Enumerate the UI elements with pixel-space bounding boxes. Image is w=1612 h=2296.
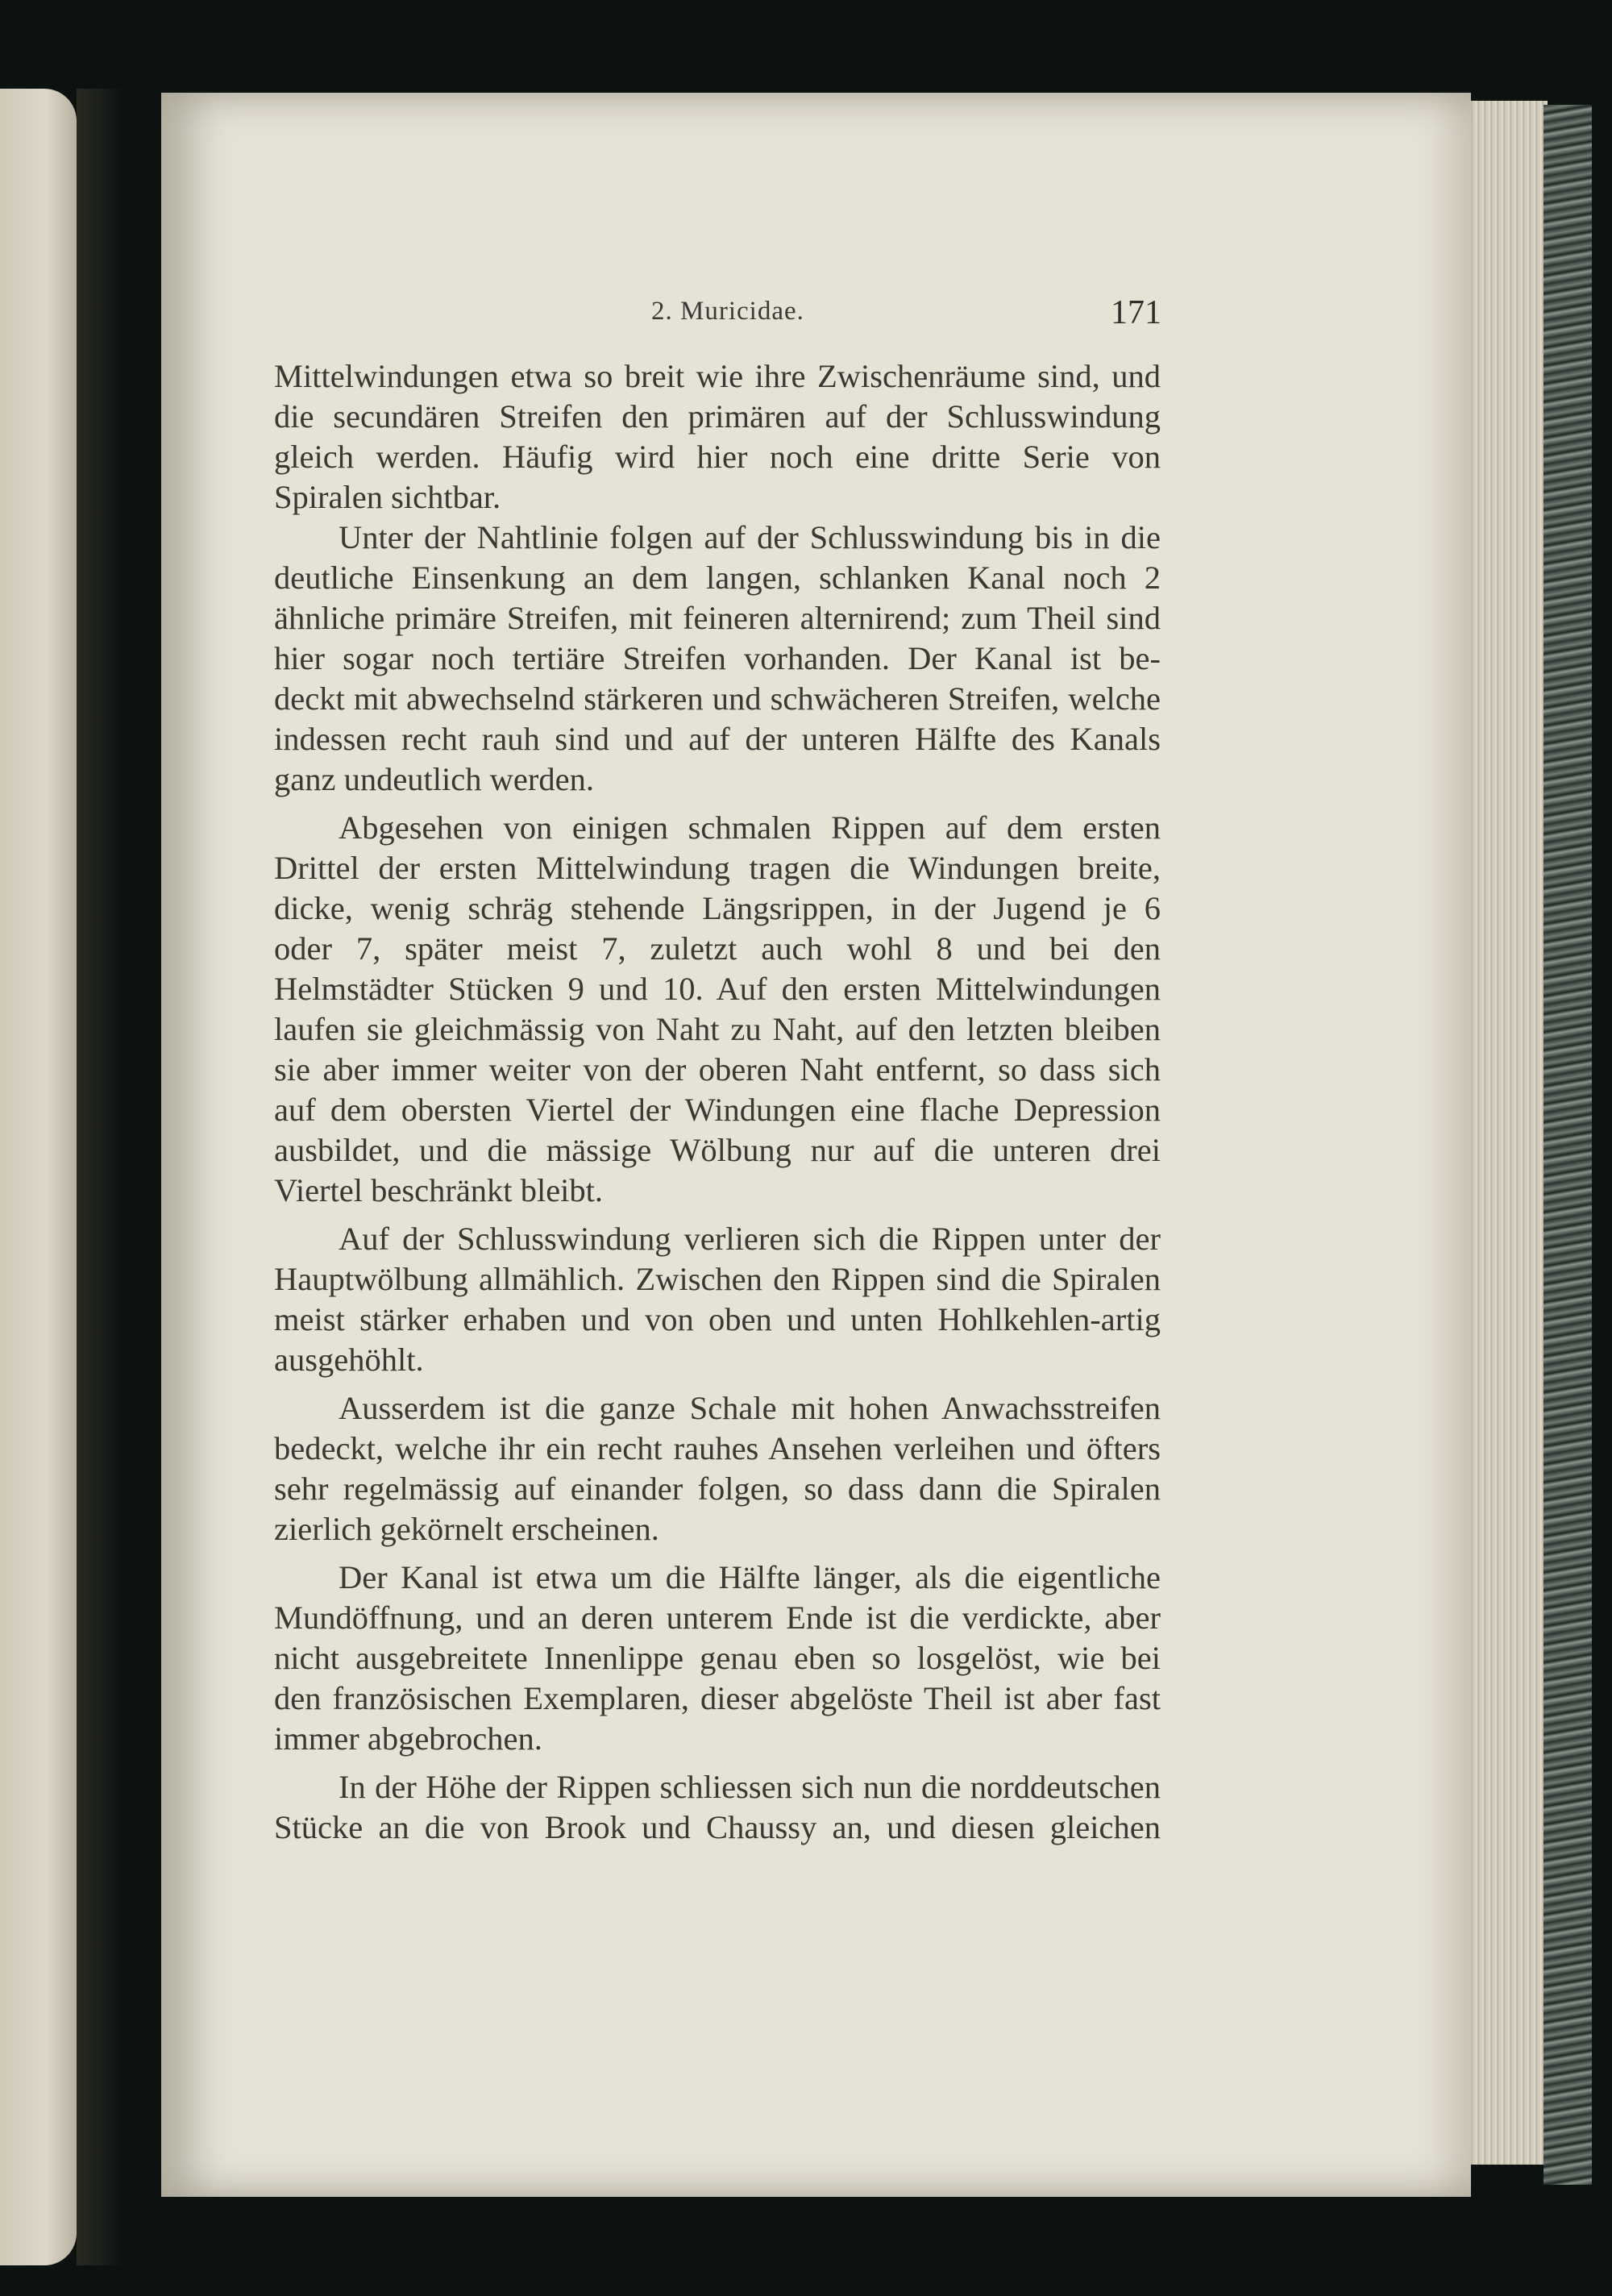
text-line: auf dem obersten Viertel der Windungen eine flache Depression	[274, 1092, 1161, 1128]
text-line: ausgehöhlt.	[274, 1341, 424, 1378]
text-line: indessen recht rauh sind und auf der unteren Hälfte des Kanals	[274, 721, 1161, 757]
text-line: den französischen Exemplaren, dieser abgelöste Theil ist aber fast	[274, 1680, 1161, 1716]
text-line: Mundöffnung, und an deren unterem Ende ist die verdickte, aber	[274, 1599, 1161, 1636]
text-line: nicht ausgebreitete Innenlippe genau eben so losgelöst, wie bei	[274, 1640, 1161, 1676]
text-line: deutliche Einsenkung an dem langen, schlanken Kanal noch 2	[274, 559, 1161, 596]
text-line: Viertel beschränkt bleibt.	[274, 1172, 604, 1208]
text-line: Der Kanal ist etwa um die Hälfte länger, als die eigentliche	[339, 1559, 1161, 1595]
book-gutter-shadow	[77, 89, 125, 2265]
text-line: oder 7, später meist 7, zuletzt auch wohl 8 und bei den	[274, 930, 1161, 967]
text-line: laufen sie gleichmässig von Naht zu Naht, auf den letzten bleiben	[274, 1011, 1161, 1047]
text-line: Unter der Nahtlinie folgen auf der Schlusswindung bis in die	[339, 519, 1161, 555]
text-line: bedeckt, welche ihr ein recht rauhes Ansehen verleihen und öfters	[274, 1430, 1161, 1466]
text-line: Helmstädter Stücken 9 und 10. Auf den ersten Mittelwindungen	[274, 971, 1161, 1007]
text-line: meist stärker erhaben und von oben und unten Hohlkehlen-artig	[274, 1301, 1161, 1337]
text-line: Ausserdem ist die ganze Schale mit hohen Anwachsstreifen	[339, 1390, 1161, 1426]
text-line: zierlich gekörnelt erscheinen.	[274, 1511, 659, 1547]
text-line: deckt mit abwechselnd stärkeren und schwächeren Streifen, welche	[274, 680, 1161, 717]
text-line: immer abgebrochen.	[274, 1720, 542, 1757]
text-line: sie aber immer weiter von der oberen Naht entfernt, so dass sich	[274, 1051, 1161, 1088]
marbled-cover-edge	[1543, 105, 1592, 2185]
text-line: Mittelwindungen etwa so breit wie ihre Zwischenräume sind, und	[274, 358, 1161, 394]
text-line: dicke, wenig schräg stehende Längsrippen, in der Jugend je 6	[274, 890, 1161, 926]
page-number: 171	[1111, 294, 1161, 331]
text-line: Hauptwölbung allmählich. Zwischen den Rippen sind die Spiralen	[274, 1261, 1161, 1297]
text-line: hier sogar noch tertiäre Streifen vorhanden. Der Kanal ist be-	[274, 640, 1161, 676]
text-line: Drittel der ersten Mittelwindung tragen die Windungen breite,	[274, 850, 1161, 886]
text-line: die secundären Streifen den primären auf der Schlusswindung	[274, 398, 1161, 435]
text-line: ähnliche primäre Streifen, mit feineren alternirend; zum Theil sind	[274, 600, 1161, 636]
running-header: 2. Muricidae.	[651, 297, 804, 326]
text-line: gleich werden. Häufig wird hier noch eine dritte Serie von	[274, 439, 1161, 475]
text-line: ganz undeutlich werden.	[274, 761, 594, 797]
text-line: In der Höhe der Rippen schliessen sich nun die norddeutschen	[339, 1769, 1161, 1805]
text-line: Stücke an die von Brook und Chaussy an, und diesen gleichen	[274, 1809, 1161, 1845]
text-line: Auf der Schlusswindung verlieren sich die Rippen unter der	[339, 1221, 1161, 1257]
text-line: Spiralen sichtbar.	[274, 479, 501, 515]
text-line: Abgesehen von einigen schmalen Rippen auf dem ersten	[339, 809, 1161, 846]
text-line: ausbildet, und die mässige Wölbung nur auf die unteren drei	[274, 1132, 1161, 1168]
text-line: sehr regelmässig auf einander folgen, so dass dann die Spiralen	[274, 1470, 1161, 1507]
left-page-edge	[0, 89, 77, 2265]
